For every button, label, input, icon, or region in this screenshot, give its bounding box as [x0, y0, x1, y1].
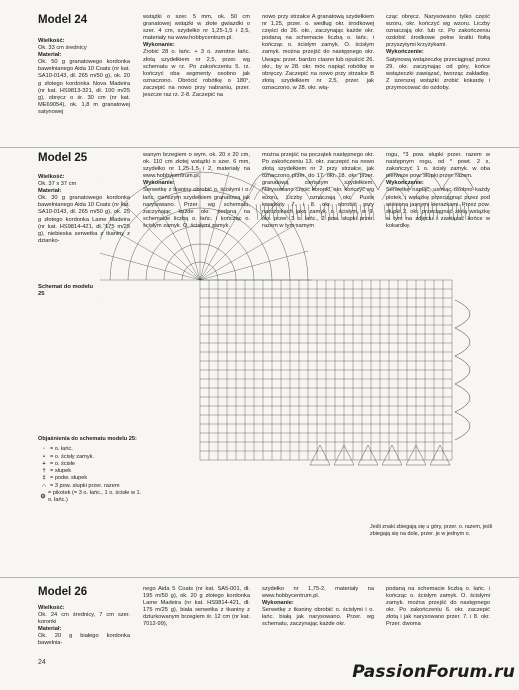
col3-text: można przejść na początek następnego okr. Po zakończeniu 13. okr. zaczepić na nowo złotą szydełkiem nr 2 przy strzałce, jak oznaczono przer. do 17. okr. 18. okr. przer. granatową cieńszym szydełkiem. Narysowano część koronki, okr. kończyć wg wzoru. Liczby oznaczają okr. Puste kwadraty 7. i 8. okr. obrobić przy narożnikach jako zamyk. o. ścisłym, w 9. okr. przer. 3 o. łańc., 2 pow. słupki przer. razem w tym samym: [262, 152, 374, 229]
material-text: Ok. 20 g białego kordonka bawełnia-: [38, 633, 130, 647]
diagram-stroke: [200, 172, 229, 280]
diagram-stroke: [328, 204, 330, 220]
diagram-stroke: [282, 173, 314, 190]
wykonanie-label: Wykonanie:: [262, 600, 294, 607]
model-24-section: [0, 0, 519, 146]
diagram-stroke: [452, 204, 454, 220]
model-24-title: Model 24: [38, 14, 88, 26]
diagram-stroke: [382, 445, 402, 465]
diagram-stroke: [276, 204, 278, 220]
diagram-stroke: [256, 204, 258, 220]
diagram-stroke: [372, 204, 374, 220]
diagram-stroke: [260, 204, 262, 220]
diagram-stroke: [336, 204, 338, 220]
col2-text: nego Aida 5 Coats (nr kat. SA5-001, dł. 195 m/50 g), ok. 20 g złotego kordonka Lame Madeira (nr kat. HS9814-421, dł. 175 m/25 g), biała serwetka z tkaniny z dziurkowanym brzegiem śr. 12 cm (nr kat. 7012-99),: [143, 586, 250, 628]
diagram-stroke: [392, 204, 394, 220]
single-crochet-icon: +: [42, 460, 46, 467]
diagram-stroke: [200, 183, 256, 280]
wielkosc-label: Wielkość:: [38, 174, 65, 180]
picot-icon: Ꙫ: [40, 493, 46, 500]
legend-text: = podw. słupek: [50, 475, 88, 482]
model-26-title: Model 26: [38, 586, 88, 598]
diagram-stroke: [400, 204, 402, 220]
material-text: Ok. 50 g granatowego kordonka bawełnianego Aida 10 Coats (nr kat. SA10-0143, dł. 265 m/50 g), ok. 20 g złotego kordonka Nova Madeira (nr kat. HS9813-321, dł. 100 m/25 g), obręcz o śr. 30 cm (nr kat. ME69054), ok. 1,8 m granatowej satynowej: [38, 59, 130, 115]
legend-text: = o. ścisłe: [50, 460, 76, 467]
diagram-stroke: [442, 173, 474, 190]
wykonczenie-label: Wykończenie:: [386, 49, 424, 56]
col3-text: szydełko nr 1,75-2, materiały na www.hobbycentrum.pl.: [262, 586, 374, 600]
diagram-stroke: [446, 187, 470, 200]
diagram-stroke: [396, 204, 398, 220]
diagram-stroke: [200, 251, 308, 280]
material-label: Materiał:: [38, 52, 62, 59]
legend-text: = o. łańc.: [50, 446, 73, 453]
material-label: Materiał:: [38, 188, 62, 195]
page-number: 24: [38, 659, 46, 666]
diagram-stroke: [200, 224, 297, 280]
material-text: Ok. 30 g granatowego kordonka bawełnianego Aida 10 Coats (nr kat. SA10-0143, dł. 265 m/50 g), ok. 25 g złotego kordonka Lame Madeira (nr kat. HS9814-421, dł. 175 m/25 g), niebieska serwetka z tkaniny z dzianko-: [38, 195, 130, 244]
legend-title: Objaśnienia do schematu modelu 25:: [38, 436, 137, 442]
wielkosc-text: Ok. 33 cm średnicy: [38, 45, 87, 52]
diagram-stroke: [346, 173, 378, 190]
diagram-stroke: [300, 204, 302, 220]
diagram-stroke: [268, 204, 270, 220]
diagram-stroke: [368, 204, 370, 220]
diagram-stroke: [286, 187, 310, 200]
col4-text: rogu, *3 pow. słupki przer. razem w następnym rogu, od * powt. 2 x, zakończyć 1 o. ścisły zamyk. w oba pierwsze pow. słupki przer. razem.: [386, 152, 490, 180]
diagram-stroke: [100, 251, 200, 280]
slip-stitch-icon: •: [43, 453, 45, 460]
diagram-stroke: [432, 204, 434, 220]
diagram-stroke: [455, 356, 470, 384]
diagram-stroke: [455, 412, 470, 440]
chain-stitch-icon: ◦: [43, 446, 45, 453]
diagram-stroke: [424, 204, 426, 220]
diagram-stroke: [318, 187, 342, 200]
diagram-stroke: [378, 173, 410, 190]
diagram-stroke: [456, 204, 458, 220]
wielkosc-text: Ok. 24 cm średnicy, 7 cm szer. koronki: [38, 612, 130, 626]
legend-text: = słupek: [50, 468, 71, 475]
diagram-stroke: [404, 204, 406, 220]
schemat-label: Schemat do modelu 25: [38, 284, 94, 298]
diagram-stroke: [296, 204, 298, 220]
watermark: PassionForum.ru: [352, 662, 515, 682]
diagram-stroke: [352, 204, 354, 220]
diagram-stroke: [320, 204, 322, 220]
col4-text: cząc obręcz. Narysowano tylko część wzoru, okr. kończyć wg wzoru. Liczby oznaczają okr. lub rz. Po zakończeniu ozdobić środkowe pełne kratki fiołtą przyszytymi krzyżykami.: [386, 14, 490, 49]
col4-text: podaną na schemacie liczbą o. łańc. i kończąc o. ścisłym zamyk. O. ścisłymi zamyk. można przejść do następnego okr. Po zakończeniu 6. okr. zaczepić złotą i jak narysowano przer. 7. i 8. okr. Przer. dwoma: [386, 586, 490, 628]
wykonczenie-label: Wykończenie:: [386, 180, 424, 187]
diagram-note: Jeśli znaki zbiegają się u góry, przer. o. razem, jeśli zbiegają się na dole, przer. je w jednym o.: [370, 524, 493, 537]
wielkosc-label: Wielkość:: [38, 605, 65, 611]
diagram-stroke: [308, 204, 310, 220]
wykonczenie-text: Satynową wstążeczkę przeciągnąć przez 29. okr. zaczynając od góry, końce wstążeczki zawiązać, tworząc zakładkę. Z szerszej wstążki zrobić kokardę i przymocować do ozdoby.: [386, 56, 490, 91]
diagram-stroke: [420, 204, 422, 220]
diagram-stroke: [332, 204, 334, 220]
cluster-icon: ∩: [41, 482, 47, 489]
diagram-stroke: [350, 187, 374, 200]
model-24-col4: [386, 14, 490, 92]
col2-text: wstążki o szer. 5 mm, ok. 50 cm granatowej wstążki w złote gwiazdki o szer. 4 cm, szydełko nr 1,25-1,5 i 2,5, materiały na www.hobbycentrum.pl.: [143, 14, 250, 42]
diagram-stroke: [414, 187, 438, 200]
diagram-stroke: [356, 204, 358, 220]
diagram-stroke: [455, 300, 470, 328]
model-26-col3: [262, 586, 374, 629]
diagram-stroke: [455, 384, 470, 412]
diagram-stroke: [428, 204, 430, 220]
diagram-stroke: [364, 204, 366, 220]
wykonanie-label: Wykonanie:: [143, 42, 175, 49]
wykonanie-text: Serwetkę z tkaniny obrobić o. ścisłymi i o. łańc. białą jak narysowano. Przer. wg schematu, zaczynając każde okr.: [262, 607, 374, 628]
diagram-stroke: [416, 204, 418, 220]
diagram-stroke: [250, 173, 282, 190]
model-26-col1: [38, 605, 130, 648]
diagram-stroke: [436, 204, 438, 220]
wykonanie-text: Serwetkę z tkaniny obrobić o. ścisłymi i o. łańc. cieńszym szydełkiem granatową jak narysowano. Przer. wg schematu, zaczynając każde okr. podaną na schemacie liczbą o. łańc. i kończąc o. ścisłym zamyk. O. ścisłymi zamyk.: [143, 187, 250, 229]
legend-row: [38, 483, 143, 490]
wykonanie-text: Zrobić 28 o. łańc. + 3 o. zwrotne łańc. złotą szydełkiem nr 2,5, przer. wg schematu w rz. Po zakończeniu 5. rz. kończyć oba segmenty osobno jak oznaczono. Obrócić robótkę o 180°, zaczepić na nowo przy nabraniu, przer. jeszcze raz rz. 2-8. Zaczepić na: [143, 49, 250, 99]
diagram-stroke: [464, 204, 466, 220]
crochet-diagram: [100, 160, 480, 470]
wykonczenie-text: Serwetkę napiąć, usmiąc osobno każdy piotek, i wstążkę przeciągnąć przez pod wiśnioną jasnymi kierazkami. Przez pow. słupki 2. okr. przeciągnąć złotą wstążkę w tym na zdjęciu i zawiązać końce w kokardkę.: [386, 187, 490, 229]
model-24-col1: [38, 38, 130, 116]
diagram-stroke: [314, 173, 346, 190]
model-24-col2: [143, 14, 250, 99]
model-26-col4: [386, 586, 490, 629]
diagram-stroke: [310, 445, 330, 465]
legend-text: = o. ścisły zamyk.: [50, 453, 94, 460]
diagram-stroke: [324, 204, 326, 220]
treble-crochet-icon: ‡: [42, 475, 46, 482]
diagram-stroke: [410, 173, 442, 190]
diagram-stroke: [171, 172, 200, 280]
diagram-stroke: [144, 183, 200, 280]
col3-text: nowo przy strzałce A granatową szydełkiem nr 1,25, przer. o. według okr. środkowej części do 26. okr., zaczynając każde okr. podaną na schemacie liczbą o. łańc. i kończąc o. ścisłym zamyk. O. ścisłym zamyk. można przejść do następnego okr. Uwaga: przer. bardzo ciasno lub opuścić 26. okr., by w 28. okr. móc napiąć robótkę w obręczy. Zaczepić na nowo przy strzałce B złotą szydełkiem nr 2,5, przer. jak oznaczono, w 28. okr. wią-: [262, 14, 374, 91]
diagram-stroke: [468, 204, 470, 220]
diagram-stroke: [382, 187, 406, 200]
diagram-stroke: [292, 204, 294, 220]
legend-text: = pikotek (= 3 o. łańc., 1 o. ścisłe w 1. o. łańc.): [47, 490, 142, 504]
diagram-stroke: [455, 328, 470, 356]
legend-row: [38, 475, 143, 482]
model-24-col3: [262, 14, 374, 92]
diagram-stroke: [200, 201, 279, 280]
diagram-stroke: [460, 204, 462, 220]
diagram-stroke: [254, 187, 278, 200]
diagram-stroke: [103, 224, 200, 280]
col2-text: wanym brzegiem o wym. ok. 20 x 20 cm, ok. 110 cm złotej wstążki o szer. 6 mm, szydełko nr 1,25-1,5 i 2, materiały na www.hobbycentrum.pl.: [143, 152, 250, 180]
diagram-stroke: [388, 204, 390, 220]
double-crochet-icon: †: [42, 468, 46, 475]
material-label: Materiał:: [38, 626, 62, 633]
diagram-stroke: [430, 445, 450, 465]
wykonanie-label: Wykonanie:: [143, 180, 175, 187]
wielkosc-text: Ok. 37 x 37 cm: [38, 181, 77, 188]
legend-row: [38, 490, 143, 505]
diagram-stroke: [384, 204, 386, 220]
diagram-stroke: [340, 204, 342, 220]
model-25-title: Model 25: [38, 152, 88, 164]
wielkosc-label: Wielkość:: [38, 38, 65, 44]
legend-text: = 3 pow. słupki przer. razem: [50, 482, 120, 489]
diagram-stroke: [360, 204, 362, 220]
diagram-stroke: [121, 201, 200, 280]
diagram-stroke: [448, 204, 450, 220]
model-26-col2: [143, 586, 250, 629]
diagram-stroke: [304, 204, 306, 220]
diagram-stroke: [358, 445, 378, 465]
